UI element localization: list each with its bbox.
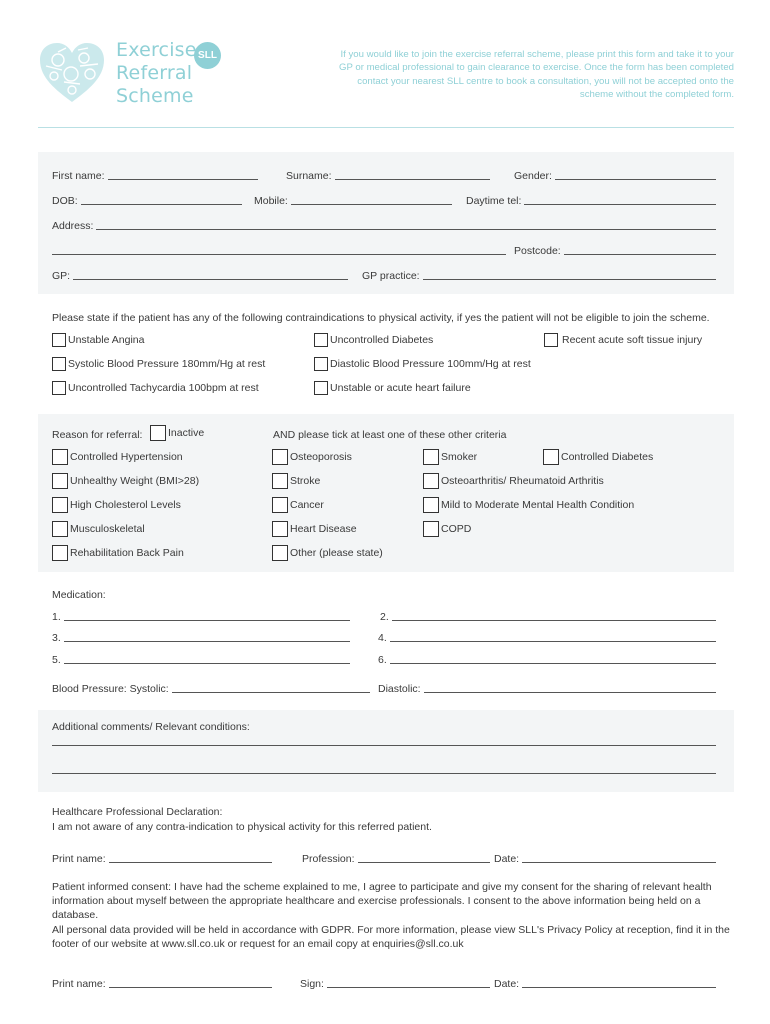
surname-field[interactable]: Surname:	[286, 168, 490, 182]
first-name-field[interactable]: First name:	[52, 168, 258, 182]
patient-sign-field[interactable]: Sign:	[300, 976, 490, 990]
checkbox-high-cholesterol[interactable]: High Cholesterol Levels	[52, 497, 181, 513]
checkbox-other[interactable]: Other (please state)	[272, 545, 383, 561]
checkbox-uncontrolled-diabetes[interactable]: Uncontrolled Diabetes	[314, 333, 433, 347]
checkbox-box[interactable]	[423, 521, 439, 537]
comments-line-1[interactable]	[52, 745, 716, 746]
postcode-field[interactable]: Postcode:	[514, 243, 716, 257]
checkbox-box[interactable]	[314, 381, 328, 395]
dob-field[interactable]: DOB:	[52, 193, 242, 207]
title-line-1: Exercise	[116, 39, 197, 61]
title-line-3: Scheme	[116, 85, 194, 107]
checkbox-box[interactable]	[272, 497, 288, 513]
hp-profession-field[interactable]: Profession:	[302, 851, 490, 865]
gdpr-text: All personal data provided will be held in accordance with GDPR. For more information, please view SLL's Privacy Policy at reception, find it in the footer of our website at www.sll.co.uk or request for an email copy at enquiries@sll.co.uk	[52, 924, 730, 951]
logo-badge	[194, 42, 221, 69]
checkbox-box[interactable]	[544, 333, 558, 347]
hp-date-field[interactable]: Date:	[494, 851, 716, 865]
daytime-tel-field[interactable]: Daytime tel:	[466, 193, 716, 207]
checkbox-box[interactable]	[272, 521, 288, 537]
medication-2-field[interactable]: 2.	[380, 609, 716, 623]
checkbox-osteoarthritis[interactable]: Osteoarthritis/ Rheumatoid Arthritis	[423, 473, 604, 489]
checkbox-systolic-bp[interactable]: Systolic Blood Pressure 180mm/Hg at rest	[52, 357, 265, 371]
checkbox-heart-failure[interactable]: Unstable or acute heart failure	[314, 381, 471, 395]
declaration-title: Healthcare Professional Declaration:	[52, 806, 223, 818]
hp-print-name-field[interactable]: Print name:	[52, 851, 272, 865]
address-field[interactable]: Address:	[52, 218, 716, 232]
checkbox-osteoporosis[interactable]: Osteoporosis	[272, 449, 352, 465]
checkbox-box[interactable]	[423, 497, 439, 513]
checkbox-soft-tissue-injury[interactable]: Recent acute soft tissue injury	[544, 333, 702, 347]
declaration-text: I am not aware of any contra-indication to physical activity for this referred patient.	[52, 821, 432, 833]
checkbox-box[interactable]	[52, 545, 68, 561]
gp-practice-field[interactable]: GP practice:	[362, 268, 716, 282]
header-divider	[38, 127, 734, 128]
patient-print-name-field[interactable]: Print name:	[52, 976, 272, 990]
checkbox-box[interactable]	[150, 425, 166, 441]
checkbox-controlled-hypertension[interactable]: Controlled Hypertension	[52, 449, 183, 465]
checkbox-box[interactable]	[52, 333, 66, 347]
intro-text: If you would like to join the exercise referral scheme, please print this form and take it to your GP or medical professional to gain clearance to exercise. Once the form has been completed contact your nearest SLL centre to book a consultation, you will not be accepted onto the scheme without the completed form.	[339, 49, 734, 100]
reason-label: Reason for referral:	[52, 429, 143, 441]
checkbox-back-pain[interactable]: Rehabilitation Back Pain	[52, 545, 184, 561]
address-line-2-field[interactable]	[52, 243, 506, 257]
patient-date-field[interactable]: Date:	[494, 976, 716, 990]
checkbox-diastolic-bp[interactable]: Diastolic Blood Pressure 100mm/Hg at rest	[314, 357, 531, 371]
title-line-2: Referral	[116, 62, 193, 84]
bp-systolic-field[interactable]: Blood Pressure: Systolic:	[52, 681, 370, 695]
medication-label: Medication:	[52, 589, 106, 601]
medication-4-field[interactable]: 4.	[378, 630, 716, 644]
checkbox-box[interactable]	[272, 473, 288, 489]
checkbox-copd[interactable]: COPD	[423, 521, 471, 537]
checkbox-cancer[interactable]: Cancer	[272, 497, 324, 513]
checkbox-box[interactable]	[52, 357, 66, 371]
checkbox-box[interactable]	[314, 333, 328, 347]
checkbox-box[interactable]	[52, 473, 68, 489]
medication-3-field[interactable]: 3.	[52, 630, 350, 644]
checkbox-box[interactable]	[272, 449, 288, 465]
and-criteria-text: AND please tick at least one of these other criteria	[273, 429, 507, 441]
checkbox-box[interactable]	[314, 357, 328, 371]
checkbox-musculoskeletal[interactable]: Musculoskeletal	[52, 521, 145, 537]
checkbox-controlled-diabetes[interactable]: Controlled Diabetes	[543, 449, 653, 465]
checkbox-stroke[interactable]: Stroke	[272, 473, 320, 489]
checkbox-box[interactable]	[423, 449, 439, 465]
checkbox-heart-disease[interactable]: Heart Disease	[272, 521, 357, 537]
checkbox-smoker[interactable]: Smoker	[423, 449, 477, 465]
checkbox-box[interactable]	[52, 521, 68, 537]
comments-line-2[interactable]	[52, 773, 716, 774]
comments-label: Additional comments/ Relevant conditions:	[52, 721, 250, 733]
gender-field[interactable]: Gender:	[514, 168, 716, 182]
logo	[36, 40, 108, 106]
gp-field[interactable]: GP:	[52, 268, 348, 282]
checkbox-inactive[interactable]: Inactive	[150, 425, 204, 441]
bp-diastolic-field[interactable]: Diastolic:	[378, 681, 716, 695]
heart-logo-icon	[36, 40, 108, 106]
checkbox-box[interactable]	[52, 381, 66, 395]
checkbox-unhealthy-weight[interactable]: Unhealthy Weight (BMI>28)	[52, 473, 199, 489]
logo-badge-text: SLL	[198, 50, 217, 61]
checkbox-mental-health[interactable]: Mild to Moderate Mental Health Condition	[423, 497, 634, 513]
medication-1-field[interactable]: 1.	[52, 609, 350, 623]
checkbox-box[interactable]	[423, 473, 439, 489]
mobile-field[interactable]: Mobile:	[254, 193, 452, 207]
medication-6-field[interactable]: 6.	[378, 652, 716, 666]
checkbox-tachycardia[interactable]: Uncontrolled Tachycardia 100bpm at rest	[52, 381, 259, 395]
checkbox-unstable-angina[interactable]: Unstable Angina	[52, 333, 144, 347]
checkbox-box[interactable]	[52, 497, 68, 513]
consent-text: Patient informed consent: I have had the scheme explained to me, I agree to participate and give my consent for the sharing of relevant health information about myself between the appropriate healthcare and exercise professionals. I consent to the above information being held on a database.	[52, 881, 712, 922]
checkbox-box[interactable]	[272, 545, 288, 561]
checkbox-box[interactable]	[52, 449, 68, 465]
contraindications-intro: Please state if the patient has any of the following contraindications to physical activity, if yes the patient will not be eligible to join the scheme.	[52, 312, 710, 324]
medication-5-field[interactable]: 5.	[52, 652, 350, 666]
checkbox-box[interactable]	[543, 449, 559, 465]
